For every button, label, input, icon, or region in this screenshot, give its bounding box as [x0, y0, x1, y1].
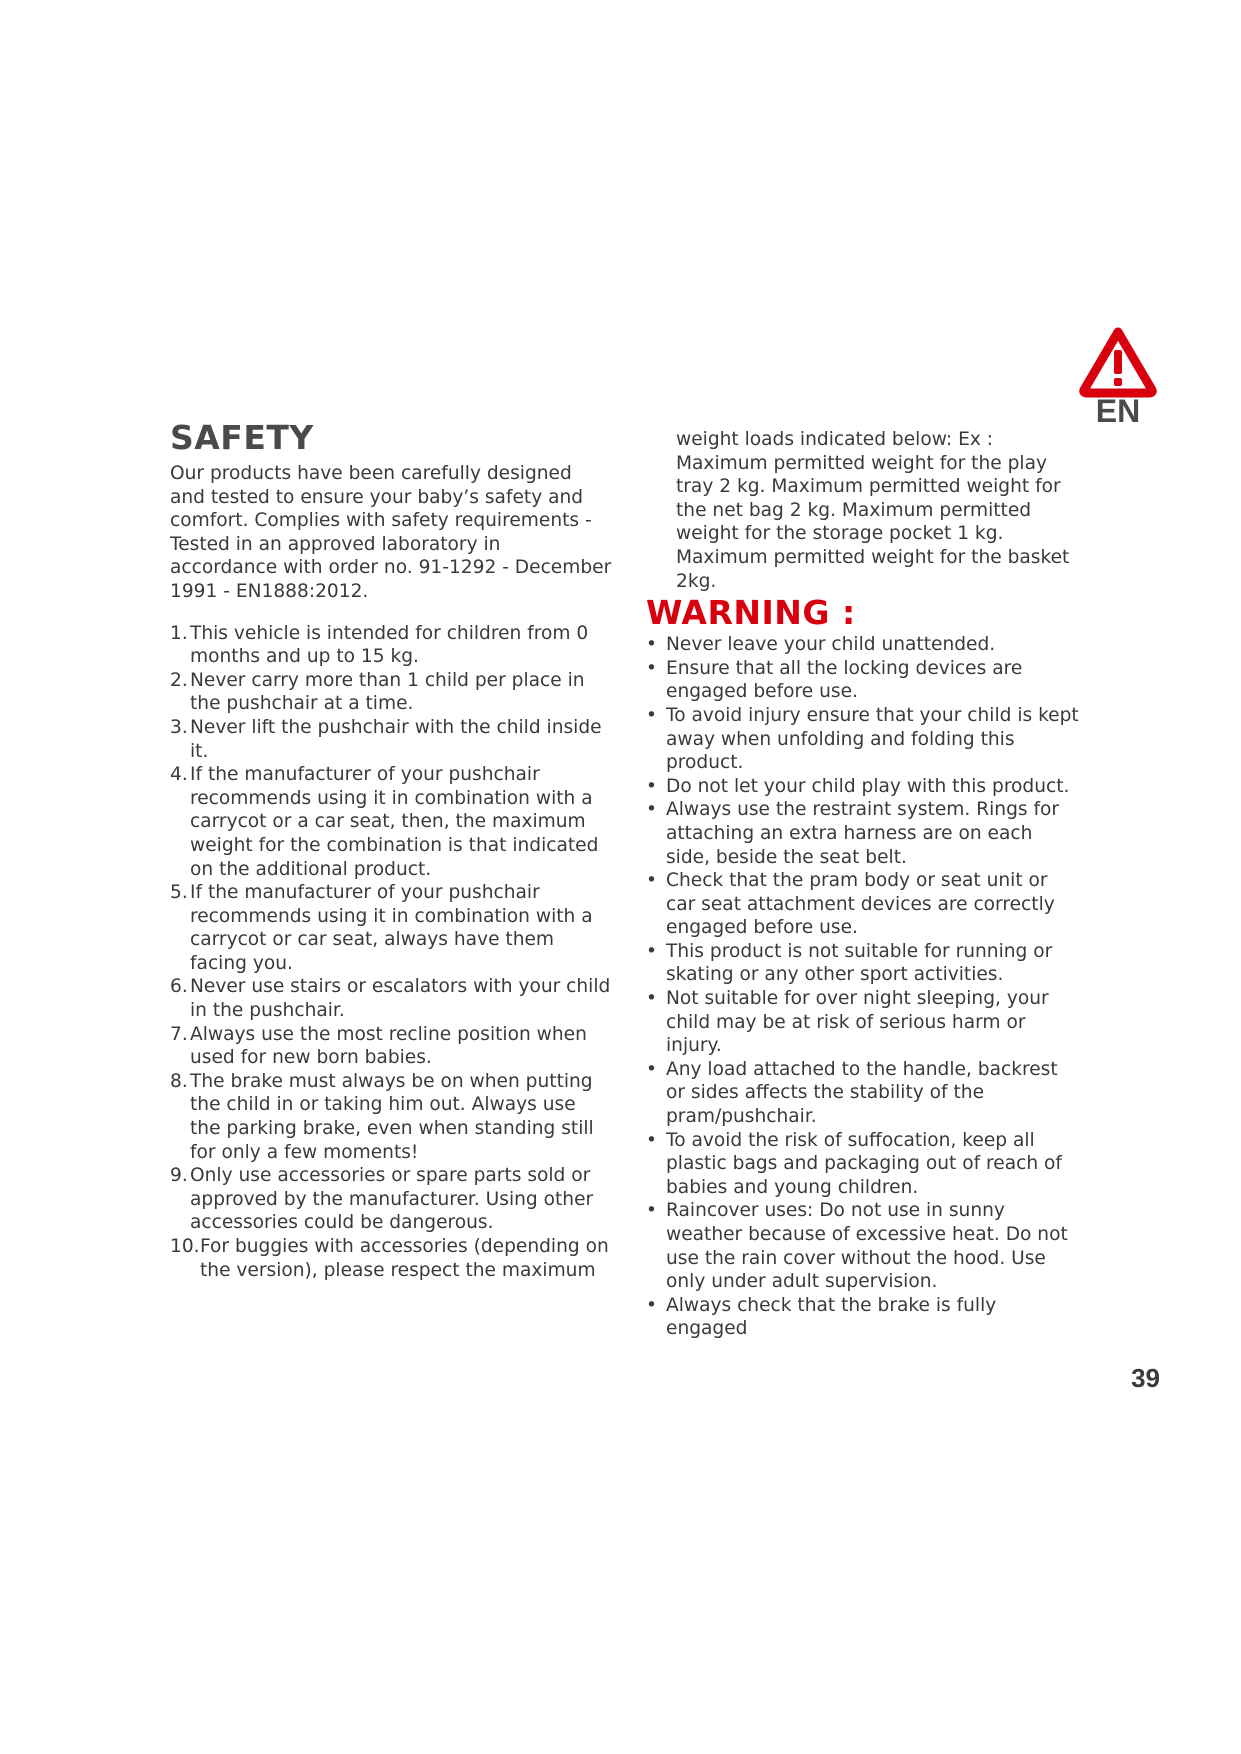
language-badge: [1076, 326, 1160, 428]
language-code: EN: [1095, 393, 1141, 429]
item-text: Always check that the brake is fully engaged: [666, 1294, 997, 1340]
item-text: Never leave your child unattended.: [666, 634, 996, 656]
item-number: 6.: [170, 976, 188, 998]
list-item: [170, 669, 612, 716]
item-number: 3.: [170, 716, 188, 738]
bullet: •: [646, 870, 657, 892]
list-item: [646, 1129, 1080, 1200]
item-text: Never use stairs or escalators with your child in the pushchair.: [190, 976, 611, 1022]
bullet: •: [646, 988, 657, 1010]
warning-column: [646, 428, 1080, 1341]
list-item: [646, 1294, 1080, 1341]
item-number: 1.: [170, 622, 188, 644]
list-item: [170, 975, 612, 1022]
item-text: Never lift the pushchair with the child inside it.: [190, 716, 602, 762]
item-text: For buggies with accessories (depending on the version), please respect the maximum: [200, 1236, 609, 1281]
item-text: Ensure that all the locking devices are engaged before use.: [666, 657, 1023, 703]
safety-rules-list: [170, 622, 612, 1283]
list-item: [646, 704, 1080, 775]
item-number: 5.: [170, 882, 188, 904]
item-text: To avoid the risk of suffocation, keep all plastic bags and packaging out of reach of babies and young children.: [666, 1129, 1062, 1198]
bullet: •: [646, 775, 657, 797]
bullet: •: [646, 657, 657, 679]
item-text: Always use the restraint system. Rings for attaching an extra harness are on each side, beside the seat belt.: [666, 799, 1060, 868]
page-number: 39: [1131, 1363, 1160, 1393]
safety-section: [170, 418, 612, 1282]
list-item: [170, 1070, 612, 1164]
bullet: •: [646, 799, 657, 821]
list-item: [646, 1199, 1080, 1293]
list-item: [646, 657, 1080, 704]
warning-heading: WARNING :: [646, 593, 856, 633]
item-text: Always use the most recline position when used for new born babies.: [190, 1023, 587, 1069]
warning-triangle-icon: [1078, 326, 1158, 398]
item-text: This product is not suitable for running or skating or any other sport activities.: [666, 940, 1053, 986]
list-item: [170, 622, 612, 669]
bullet: •: [646, 1129, 657, 1151]
item-text: This vehicle is intended for children from 0 months and up to 15 kg.: [190, 622, 589, 668]
rule-10-continuation: weight loads indicated below: Ex : Maximum permitted weight for the play tray 2 kg. Maximum permitted weight for the net bag 2 kg. Maximum permitted weight for the storage pocket 1 kg. Maximum permitted weight for the basket 2kg.: [676, 429, 1070, 592]
bullet: •: [646, 1058, 657, 1080]
warning-list: [646, 633, 1080, 1341]
item-text: Check that the pram body or seat unit or car seat attachment devices are correctly engaged before use.: [666, 870, 1055, 939]
list-item: [646, 987, 1080, 1058]
item-number: 8.: [170, 1070, 188, 1092]
list-item: [170, 763, 612, 881]
item-text: Never carry more than 1 child per place in the pushchair at a time.: [190, 669, 585, 715]
item-text: Not suitable for over night sleeping, your child may be at risk of serious harm or injury.: [666, 988, 1049, 1057]
item-number: 4.: [170, 764, 188, 786]
bullet: •: [646, 634, 657, 656]
list-item: [170, 1235, 612, 1282]
item-text: To avoid injury ensure that your child is kept away when unfolding and folding this product.: [666, 704, 1079, 774]
bullet: •: [646, 1200, 657, 1222]
item-text: If the manufacturer of your pushchair recommends using it in combination with a carrycot or car seat, always have them facing you.: [190, 882, 593, 974]
list-item: [646, 775, 1080, 799]
list-item: [646, 1058, 1080, 1129]
item-text: If the manufacturer of your pushchair recommends using it in combination with a carrycot or a car seat, then, the maximum weight for the combination is that indicated on the additional product.: [190, 764, 599, 880]
list-item: [170, 1164, 612, 1235]
list-item: [170, 881, 612, 975]
item-text: Raincover uses: Do not use in sunny weather because of excessive heat. Do not use the rain cover without the hood. Use only under adult supervision.: [666, 1200, 1068, 1293]
list-item: [646, 869, 1080, 940]
item-number: 10.: [170, 1236, 200, 1257]
safety-intro: Our products have been carefully designed and tested to ensure your baby’s safety and comfort. Complies with safety requirements - Tested in an approved laboratory in accordance with order no. 91-1292 - December 1991 - EN1888:2012.: [170, 463, 612, 602]
item-number: 2.: [170, 669, 188, 691]
item-number: 9.: [170, 1165, 188, 1187]
bullet: •: [646, 1294, 657, 1316]
list-item: [646, 633, 1080, 657]
item-number: 7.: [170, 1023, 188, 1045]
safety-heading: SAFETY: [170, 418, 314, 457]
bullet: •: [646, 940, 657, 962]
bullet: •: [646, 704, 657, 726]
list-item: [646, 798, 1080, 869]
item-text: Any load attached to the handle, backrest or sides affects the stability of the pram/pushchair.: [666, 1058, 1058, 1128]
item-text: Only use accessories or spare parts sold or approved by the manufacturer. Using other accessories could be dangerous.: [190, 1165, 594, 1234]
list-item: [170, 716, 612, 763]
list-item: [646, 940, 1080, 987]
item-text: The brake must always be on when putting the child in or taking him out. Always use the parking brake, even when standing still for only a few moments!: [190, 1070, 594, 1163]
list-item: [170, 1023, 612, 1070]
item-text: Do not let your child play with this product.: [666, 775, 1070, 797]
